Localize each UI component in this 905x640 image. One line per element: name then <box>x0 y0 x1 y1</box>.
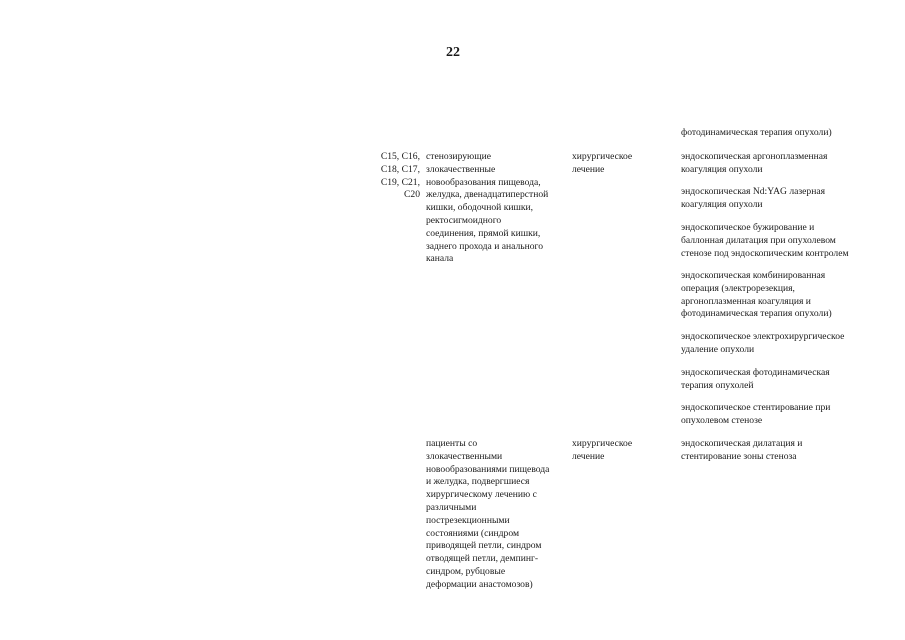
method-item: эндоскопическая Nd:YAG лазерная коагуляция опухоли <box>681 186 826 210</box>
icd-codes: C15, C16, C18, C17, C19, C21, C20 <box>380 151 420 201</box>
method-item: эндоскопическое электрохирургическое удаление опухоли <box>681 331 845 355</box>
diagnosis-text: пациенты со злокачественными новообразованиями пищевода и желудка, подвергшиеся хирургическому лечению с различными пострезекционными состояниями (синдром приводящей петли, синдром отводящей петли, демпинг- синдром, рубцовые деформации анастомозов) <box>426 438 550 590</box>
continued-method-text: фотодинамическая терапия опухоли) <box>681 127 832 138</box>
method-item: эндоскопическое бужирование и баллонная дилатация при опухолевом стенозе под эндоскопическим контролем <box>681 222 849 259</box>
method-item: эндоскопическая дилатация и стентирование зоны стеноза <box>681 438 803 462</box>
treatment-type: хирургическое лечение <box>572 151 633 175</box>
page-number: 22 <box>446 45 460 60</box>
method-item: эндоскопическая комбинированная операция (электрорезекция, аргоноплазменная коагуляция и фотодинамическая терапия опухоли) <box>681 270 832 320</box>
method-item: эндоскопическая аргоноплазменная коагуляция опухоли <box>681 151 828 175</box>
diagnosis-text: стенозирующие злокачественные новообразования пищевода, желудка, двенадцатиперстной кишки, ободочной кишки, ректосигмоидного соединения, прямой кишки, заднего прохода и анального канала <box>426 151 549 265</box>
method-item: эндоскопическое стентирование при опухолевом стенозе <box>681 402 831 426</box>
method-item: эндоскопическая фотодинамическая терапия опухолей <box>681 367 830 391</box>
treatment-type: хирургическое лечение <box>572 438 633 462</box>
